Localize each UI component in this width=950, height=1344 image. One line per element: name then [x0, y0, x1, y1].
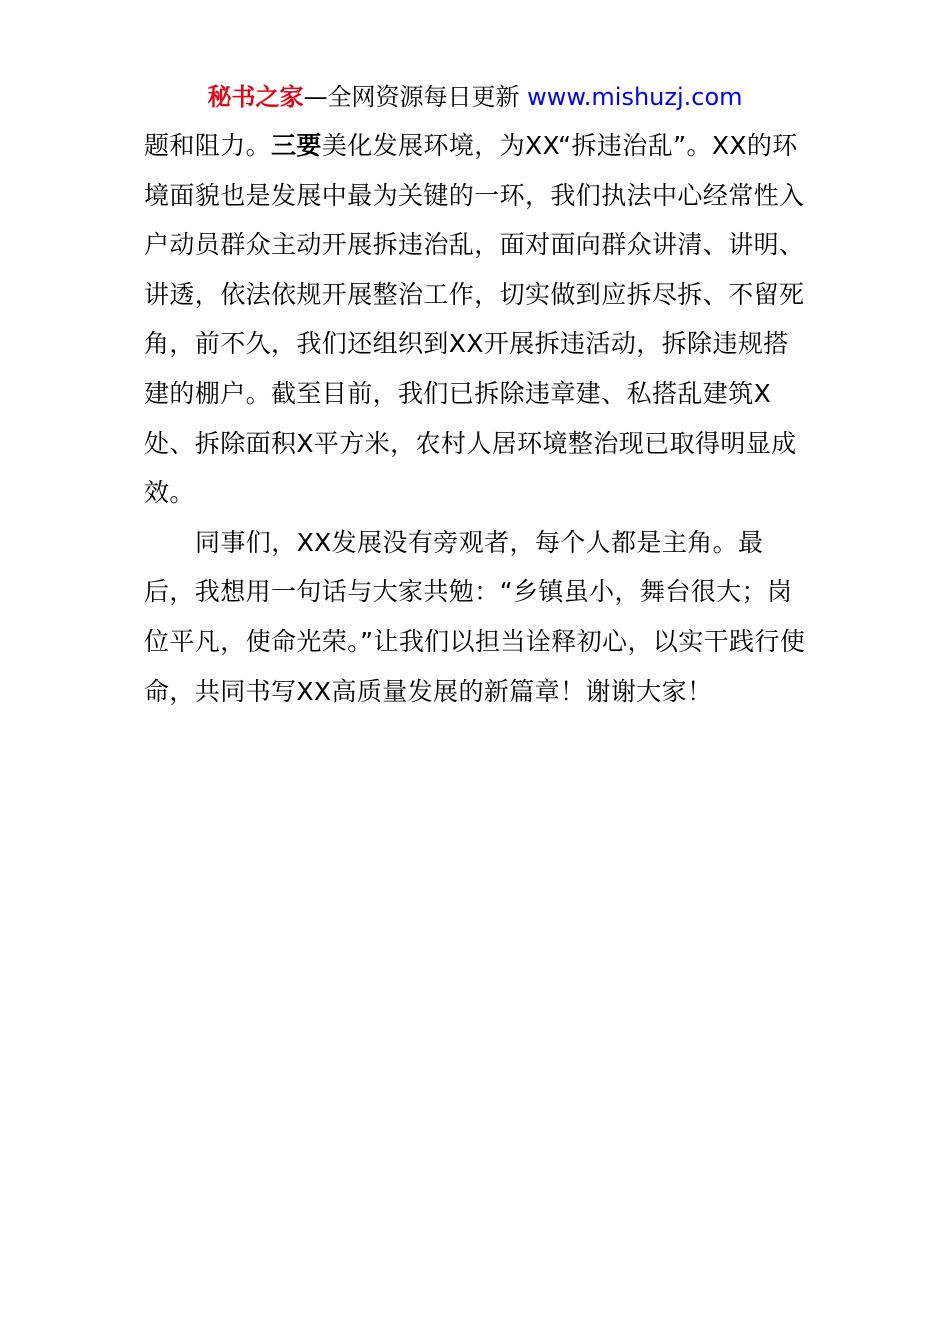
paragraph-1-intro: 题和阻力。	[144, 131, 272, 160]
header-tagline: —全网资源每日更新	[303, 83, 528, 111]
header-brand: 秘书之家	[207, 83, 304, 111]
paragraph-1-bold-lead: 三要	[271, 131, 322, 160]
paragraph-2	[144, 518, 808, 716]
page-header	[0, 81, 950, 113]
paragraph-1	[144, 121, 808, 518]
header-url-link[interactable]: www.mishuzj.com	[527, 83, 743, 111]
paragraph-1-text: 美化发展环境，为XX“拆违治乱”。XX的环境面貌也是发展中最为关键的一环，我们执法中心经常性入户动员群众主动开展拆违治乱，面对面向群众讲清、讲明、讲透，依法依规开展整治工作，切实做到应拆尽拆、不留死角，前不久，我们还组织到XX开展拆违活动，拆除违规搭建的棚户。截至目前，我们已拆除违章建、私搭乱建筑X处、拆除面积X平方米，农村人居环境整治现已取得明显成效。	[144, 131, 805, 508]
paragraph-2-text: 同事们，XX发展没有旁观者，每个人都是主角。最后，我想用一句话与大家共勉：“乡镇虽小，舞台很大；岗位平凡，使命光荣。”让我们以担当诠释初心，以实干践行使命，共同书写XX高质量发展的新篇章！谢谢大家！	[144, 527, 806, 706]
document-body	[144, 121, 808, 716]
